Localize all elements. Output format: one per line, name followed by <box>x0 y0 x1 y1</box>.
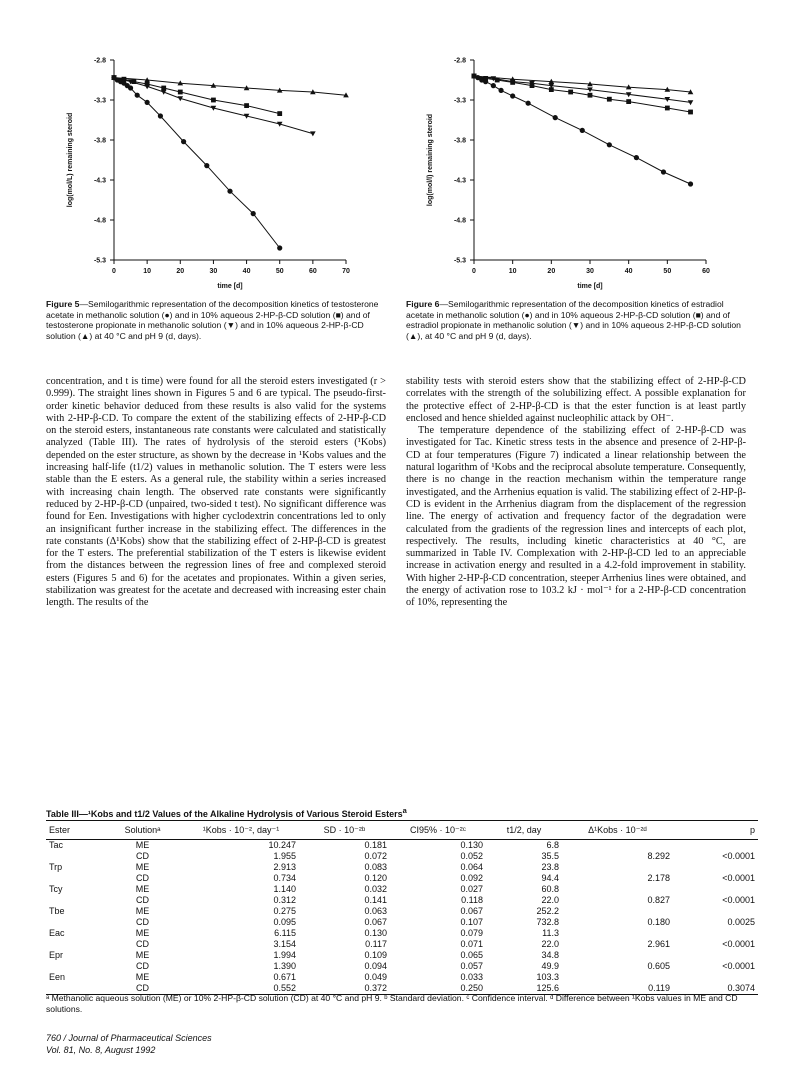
y-tick-label: -3.3 <box>453 97 466 105</box>
y-tick-label: -2.8 <box>93 57 106 65</box>
table-cell: 0.063 <box>364 906 387 916</box>
data-point-square <box>161 86 166 91</box>
table-cell: <0.0001 <box>722 895 755 905</box>
data-point-circle <box>158 113 163 118</box>
table-cell: 0.117 <box>365 939 387 949</box>
table-cell: 0.120 <box>364 873 387 883</box>
table-cell: 94.4 <box>541 873 559 883</box>
table-cell: 0.083 <box>364 862 387 872</box>
table-cell: 0.033 <box>460 972 483 982</box>
table-cell: Een <box>49 972 66 982</box>
table-cell: 732.8 <box>536 917 559 927</box>
table-row <box>46 950 758 961</box>
table-cell: 0.064 <box>460 862 483 872</box>
table-cell: 0.180 <box>647 917 670 927</box>
data-point-circle <box>607 142 612 147</box>
table-cell <box>562 840 673 852</box>
table-cell: 0.032 <box>364 884 387 894</box>
data-point-circle <box>181 139 186 144</box>
figure-5-chart <box>46 48 386 298</box>
data-point-circle <box>277 245 282 250</box>
table-cell: 0.057 <box>460 961 483 971</box>
table-cell: 0.119 <box>562 983 673 995</box>
figure-6-caption-text: —Semilogarithmic representation of the decomposition kinetics of estradiol acetate in methanolic solution (●) and in 10% aqueous 2-HP-β-CD solution (■) and of estradiol propionate in methanolic solution (▼) and in 10% aqueous 2-HP-β-CD solution (▲), at 40 °C and pH 9 (d, days). <box>406 299 741 341</box>
table-cell <box>46 939 102 950</box>
table-cell <box>673 906 758 917</box>
table-cell: 103.3 <box>536 972 559 982</box>
y-tick-label: -4.8 <box>453 217 466 225</box>
table-cell: 0.0025 <box>727 917 755 927</box>
data-point-square <box>568 90 573 95</box>
x-axis-label: time [d] <box>217 283 243 290</box>
table-cell <box>673 884 758 895</box>
table-header-row <box>46 821 758 840</box>
table-cell <box>46 895 102 906</box>
table-cell: Eac <box>49 928 65 938</box>
table-header-cell: ¹Kobs · 10⁻², day⁻¹ <box>183 821 299 840</box>
table-cell: 0.181 <box>364 840 387 850</box>
y-axis-label: log(mol/L) remaining steroid <box>67 112 74 208</box>
table-cell: Epr <box>49 950 64 960</box>
table-cell: 125.6 <box>486 983 562 995</box>
right-column-paragraph-1: stability tests with steroid esters show that the stabilizing effect of 2-HP-β-CD correlates with the strength of the solubilizing effect. A possible explanation for the protective effect of 2-HP-β-CD is that the ester function is at least partly enclosed and hence shielded against nucleophilic attack by OH⁻. <box>406 376 746 424</box>
table-cell: <0.0001 <box>722 873 755 883</box>
table-cell: 0.109 <box>364 950 387 960</box>
table-cell: 22.0 <box>541 939 559 949</box>
table-cell: 23.8 <box>541 862 559 872</box>
table-3-title <box>46 806 407 819</box>
data-point-circle <box>491 83 496 88</box>
table-row <box>46 939 758 950</box>
table-cell: 2.961 <box>647 939 670 949</box>
table-footnote: ᵃ Methanolic aqueous solution (ME) or 10% 2-HP-β-CD solution (CD) at 40 °C and pH 9. ᵇ Standard deviation. ᶜ Confidence interval. ᵈ Difference between ¹Kobs values in ME and CD solutions. <box>46 993 738 1014</box>
x-tick-label: 20 <box>176 268 185 275</box>
table-cell <box>562 928 673 939</box>
y-tick-label: -4.8 <box>93 217 106 225</box>
data-point-circle <box>204 163 209 168</box>
table-cell <box>562 884 673 895</box>
y-tick-label: -2.8 <box>453 57 466 65</box>
table-row <box>46 917 758 928</box>
table-cell: ME <box>135 862 150 872</box>
figure-5-svg <box>46 48 386 298</box>
table-cell: 0.049 <box>364 972 387 982</box>
x-tick-label: 20 <box>547 268 556 275</box>
x-tick-label: 70 <box>342 268 350 275</box>
table-cell: 6.115 <box>274 928 296 938</box>
data-point-circle <box>145 100 150 105</box>
table-cell: 0.065 <box>460 950 483 960</box>
data-point-square <box>178 90 183 95</box>
figure-6-label: Figure 6 <box>406 299 440 309</box>
table-cell <box>46 873 102 884</box>
table-cell: 10.247 <box>268 840 296 850</box>
data-point-circle <box>128 85 133 90</box>
table-3-title-text: Table III—¹Kobs and t1/2 Values of the Alkaline Hydrolysis of Various Steroid Esters <box>46 809 403 819</box>
x-tick-label: 30 <box>586 268 594 275</box>
y-tick-label: -3.3 <box>93 97 106 105</box>
table-cell <box>673 928 758 939</box>
table-header-cell: SD · 10⁻²ᵇ <box>299 821 390 840</box>
table-cell: 0.067 <box>460 906 483 916</box>
data-point-circle <box>510 93 515 98</box>
table-header-cell: CI95% · 10⁻²ᶜ <box>390 821 486 840</box>
table-3-title-mark: a <box>402 806 407 815</box>
table-cell: 0.312 <box>273 895 296 905</box>
data-point-triangle-down <box>310 131 316 136</box>
table-header-cell: p <box>673 821 758 840</box>
y-tick-label: -4.3 <box>453 177 466 185</box>
table-cell: CD <box>136 873 149 883</box>
table-cell: 49.9 <box>541 961 559 971</box>
table-cell: 11.3 <box>542 928 559 938</box>
table-cell: <0.0001 <box>722 851 755 861</box>
x-tick-label: 10 <box>143 268 152 275</box>
y-axis-label: log(mol/l) remaining steroid <box>427 113 434 207</box>
table-cell: ME <box>135 840 150 850</box>
table-cell: ME <box>135 928 150 938</box>
table-row <box>46 851 758 862</box>
table-cell: Tbe <box>49 906 65 916</box>
figure-6-svg <box>406 48 746 298</box>
table-cell: 34.8 <box>541 950 559 960</box>
table-cell: 252.2 <box>536 906 559 916</box>
table-row <box>46 906 758 917</box>
table-cell: 0.052 <box>460 851 483 861</box>
table-cell <box>562 862 673 873</box>
table-header-cell: t1/2, day <box>486 821 562 840</box>
data-point-square <box>244 103 249 108</box>
table-cell: CD <box>102 983 183 995</box>
y-tick-label: -5.3 <box>453 257 466 265</box>
figure-6-caption <box>406 299 751 341</box>
y-tick-label: -3.8 <box>453 137 466 145</box>
x-tick-label: 10 <box>508 268 517 275</box>
table-cell: 0.079 <box>460 928 483 938</box>
table-cell: <0.0001 <box>722 961 755 971</box>
table-cell: ME <box>135 950 150 960</box>
table-cell: 2.913 <box>273 862 296 872</box>
x-tick-label: 60 <box>702 268 710 275</box>
table-3 <box>46 820 758 995</box>
x-tick-label: 40 <box>242 268 251 275</box>
figure-5-caption <box>46 299 386 341</box>
table-cell: 1.140 <box>273 884 296 894</box>
table-header-cell: Solutionᵃ <box>102 821 183 840</box>
journal-footer <box>46 1032 212 1056</box>
table-cell: 0.092 <box>460 873 483 883</box>
table-cell: <0.0001 <box>722 939 755 949</box>
x-tick-label: 50 <box>663 268 672 275</box>
data-point-square <box>665 106 670 111</box>
x-tick-label: 0 <box>472 268 476 275</box>
table-header-cell: Δ¹Kobs · 10⁻²ᵈ <box>562 821 673 840</box>
data-point-circle <box>498 88 503 93</box>
y-tick-label: -3.8 <box>93 137 106 145</box>
data-point-square <box>211 98 216 103</box>
table-cell: 0.3074 <box>673 983 758 995</box>
table-cell: 0.250 <box>390 983 486 995</box>
data-point-square <box>688 110 693 115</box>
table-row <box>46 972 758 983</box>
data-point-circle <box>526 101 531 106</box>
table-cell: 35.5 <box>541 851 559 861</box>
table-cell: ME <box>135 972 150 982</box>
table-cell: ME <box>135 906 150 916</box>
table-cell: 6.8 <box>546 840 559 850</box>
table-row <box>46 840 758 852</box>
data-point-circle <box>634 155 639 160</box>
x-tick-label: 50 <box>275 268 284 275</box>
table-row <box>46 884 758 895</box>
figure-5-label: Figure 5 <box>46 299 80 309</box>
table-cell: 2.178 <box>647 873 670 883</box>
table-cell: 60.8 <box>541 884 559 894</box>
table-cell: 0.141 <box>364 895 387 905</box>
table-cell <box>562 950 673 961</box>
table-row <box>46 873 758 884</box>
table-cell: 0.027 <box>460 884 483 894</box>
table-cell: CD <box>136 961 149 971</box>
table-cell <box>673 950 758 961</box>
table-cell <box>673 840 758 852</box>
x-tick-label: 60 <box>308 268 317 275</box>
table-row <box>46 862 758 873</box>
table-cell <box>46 961 102 972</box>
table-cell <box>562 972 673 983</box>
table-cell: CD <box>136 851 149 861</box>
journal-line-1: 760 / Journal of Pharmaceutical Sciences <box>46 1033 212 1043</box>
right-column-text <box>406 376 746 610</box>
table-cell: 0.118 <box>461 895 483 905</box>
table-cell: Tcy <box>49 884 63 894</box>
table-cell: Tac <box>49 840 64 850</box>
data-point-circle <box>135 93 140 98</box>
y-tick-label: -5.3 <box>93 257 106 265</box>
table-cell: 0.605 <box>647 961 670 971</box>
table-cell: CD <box>136 917 149 927</box>
table-cell: Trp <box>49 862 63 872</box>
table-cell <box>673 972 758 983</box>
table-cell: 0.130 <box>364 928 387 938</box>
table-cell: CD <box>136 939 149 949</box>
table-cell: CD <box>136 895 149 905</box>
table-cell: 0.067 <box>364 917 387 927</box>
table-cell: 1.994 <box>273 950 296 960</box>
figure-6-chart <box>406 48 746 298</box>
table-cell: 3.154 <box>273 939 296 949</box>
table-cell: 1.955 <box>273 851 296 861</box>
table-row <box>46 895 758 906</box>
table-cell: 0.552 <box>183 983 299 995</box>
table-cell: 1.390 <box>273 961 296 971</box>
table-cell: 0.827 <box>647 895 670 905</box>
data-point-circle <box>251 211 256 216</box>
data-point-square <box>607 97 612 102</box>
table-cell: 0.071 <box>460 939 483 949</box>
table-cell: 0.275 <box>273 906 296 916</box>
table-header-cell: Ester <box>46 821 102 840</box>
table-cell <box>673 862 758 873</box>
x-axis-label: time [d] <box>577 283 603 290</box>
table-cell: 0.671 <box>273 972 296 982</box>
data-point-square <box>277 111 282 116</box>
table-row <box>46 928 758 939</box>
data-point-square <box>588 93 593 98</box>
figure-5-caption-text: —Semilogarithmic representation of the decomposition kinetics of testosterone acetate in methanolic solution (●) and in 10% aqueous 2-HP-β-CD solution (■) and of testosterone propionate in methanolic solution (▼) and in 10% aqueous 2-HP-β-CD solution (▲) at 40 °C and pH 9 (d, days). <box>46 299 379 341</box>
table-row <box>46 961 758 972</box>
table-cell: ME <box>135 884 150 894</box>
table-cell: 0.130 <box>460 840 483 850</box>
table-cell: 0.072 <box>364 851 387 861</box>
table-cell: 0.107 <box>460 917 483 927</box>
data-point-circle <box>227 189 232 194</box>
right-column-paragraph-2: The temperature dependence of the stabilizing effect of 2-HP-β-CD was investigated for Tac. Kinetic stress tests in the absence and presence of 2-HP-β-CD at four temperatures (Figure 7) indicated a linear relationship between the natural logarithm of ¹Kobs and the reciprocal absolute temperature. Consequently, there is no change in the reaction mechanism within the temperature range investigated, and the Arrhenius equation is valid. The stabilizing effect of 2-HP-β-CD is evident in the Arrhenius diagram from the displacement of the regression line. The energy of activation and frequency factor of the degradation were calculated from the gradients of the regression lines and intercepts of each plot, respectively. The results, including kinetic characteristics at 40 °C, are summarized in Table IV. Complexation with 2-HP-β-CD led to an appreciable increase in activation energy and resulted in a 4.2-fold improvement in stability. With higher 2-HP-β-CD concentration, steeper Arrhenius lines were obtained, and the energy of activation rose to 103.2 kJ · mol⁻¹ for a 2-HP-β-CD concentration of 10%, representing the <box>406 425 746 609</box>
series-line-square <box>474 76 691 112</box>
data-point-circle <box>580 128 585 133</box>
left-column-paragraph: concentration, and t is time) were found for all the steroid esters investigated (r > 0.999). The straight lines shown in Figures 5 and 6 are typical. The pseudo-first-order kinetic behavior deduced from these results is also valid for the systems with 2-HP-β-CD. To compare the extent of the stabilizing effects of 2-HP-β-CD on the steroid esters, instantaneous rate constants were calculated and statistically analyzed (Table III). The rates of hydrolysis of the steroid esters (¹Kobs) depended on the ester structure, as shown by the decrease in ¹Kobs values and the increasing half-life (t1/2) values in methanolic solution. The T esters were less stable than the E esters. As a general rule, the stability within a series increased with increasing chain length. The observed rate constants were significantly reduced by 2-HP-β-CD (unpaired, two-sided t test). No significant difference was found for Een. Investigations with higher cyclodextrin concentrations led to only an insignificant further increase in the stabilizing effect. The differences in the rate constants (Δ¹Kobs) show that the stabilizing effect of 2-HP-β-CD is greatest for the T esters. The preferential stabilization of the T esters is likewise evident from the distances between the regression lines of free and complexed steroid esters (Figures 5 and 6) for the acetates and propionates. Within a given series, stabilization was greatest for the acetate and decreased with increasing ester chain length. The results of the <box>46 376 386 609</box>
table-cell: 0.372 <box>299 983 390 995</box>
table-cell <box>46 917 102 928</box>
data-point-circle <box>688 181 693 186</box>
x-tick-label: 30 <box>209 268 218 275</box>
series-line-triangle-up <box>474 76 691 92</box>
data-point-circle <box>553 115 558 120</box>
x-tick-label: 40 <box>624 268 633 275</box>
table-cell: 8.292 <box>647 851 670 861</box>
journal-line-2: Vol. 81, No. 8, August 1992 <box>46 1045 156 1055</box>
table-cell: 0.094 <box>364 961 387 971</box>
table-cell: 0.734 <box>273 873 296 883</box>
y-tick-label: -4.3 <box>93 177 106 185</box>
data-point-square <box>626 99 631 104</box>
table-cell: 22.0 <box>541 895 559 905</box>
table-cell <box>562 906 673 917</box>
data-point-triangle-down <box>688 100 694 105</box>
table-cell <box>46 851 102 862</box>
left-column-text <box>46 376 386 610</box>
x-tick-label: 0 <box>112 268 116 275</box>
data-point-circle <box>661 169 666 174</box>
table-cell: 0.095 <box>273 917 296 927</box>
